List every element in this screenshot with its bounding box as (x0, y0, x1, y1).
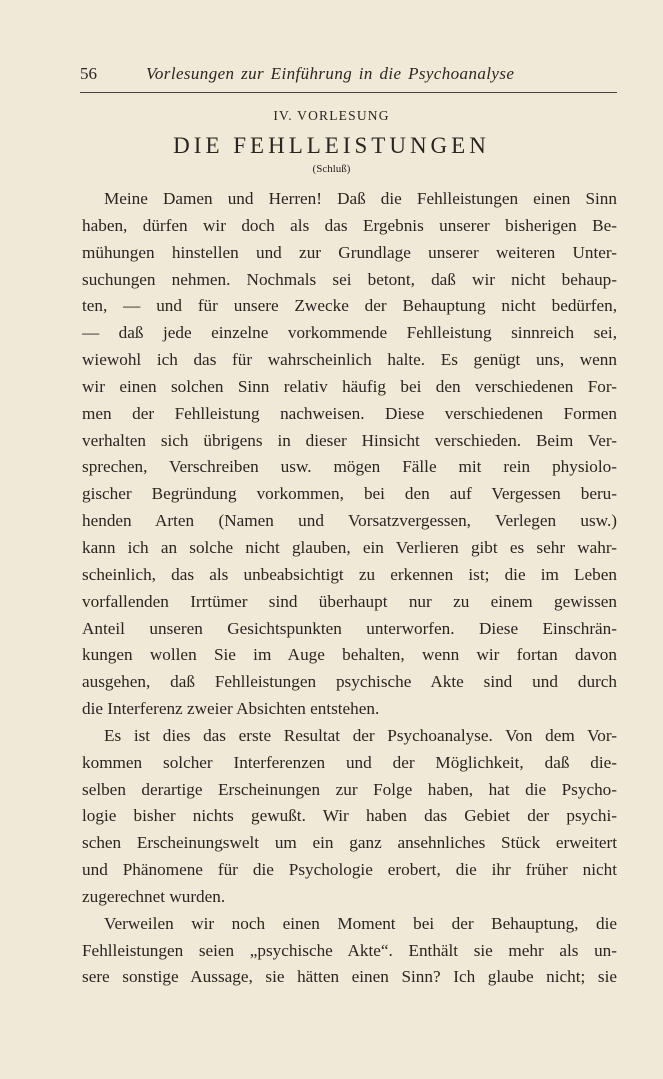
text-line: gischer Begründung vorkommen, bei den auf Vergessen beru- (82, 484, 617, 504)
text-line: kann ich an solche nicht glauben, ein Verlieren gibt es sehr wahr- (82, 537, 617, 557)
chapter-title: DIE FEHLLEISTUNGEN (173, 133, 490, 158)
text-line: ten, — und für unsere Zwecke der Behauptung nicht bedürfen, (82, 296, 617, 316)
text-line: sere sonstige Aussage, sie hätten einen Sinn? Ich glaube nicht; sie (82, 967, 617, 987)
text-line: Meine Damen und Herren! Daß die Fehlleistungen einen Sinn (104, 189, 617, 208)
text-line: ausgehen, daß Fehlleistungen psychische Akte sind und durch (82, 672, 617, 692)
text-line: wiewohl ich das für wahrscheinlich halte. Es genügt uns, wenn (82, 350, 617, 370)
text-line: die Interferenz zweier Absichten entstehen. (82, 699, 380, 719)
text-line: vorfallenden Irrtümer sind überhaupt nur zu einem gewissen (82, 591, 617, 611)
text-line: verhalten sich übrigens in dieser Hinsicht verschieden. Beim Ver- (82, 430, 617, 450)
text-line: und Phänomene für die Psychologie erobert, die ihr früher nicht (82, 860, 617, 880)
text-line: scheinlich, das als unbeabsichtigt zu erkennen ist; die im Leben (82, 564, 617, 584)
text-line: mühungen hinstellen und zur Grundlage unserer weiteren Unter- (82, 242, 617, 262)
text-line: haben, dürfen wir doch als das Ergebnis unserer bisherigen Be- (82, 215, 617, 235)
running-title: Vorlesungen zur Einführung in die Psychoanalyse (146, 64, 515, 83)
text-line: zugerechnet wurden. (82, 886, 226, 906)
text-line: henden Arten (Namen und Vorsatzvergessen, Verlegen usw.) (82, 511, 617, 531)
body-text (82, 186, 617, 991)
chapter-subtitle: (Schluß) (312, 163, 351, 175)
chapter-label: IV. VORLESUNG (273, 108, 390, 123)
text-line: schen Erscheinungswelt um ein ganz ansehnliches Stück erweitert (82, 833, 617, 853)
text-line: suchungen nehmen. Nochmals sei betont, daß wir nicht behaup- (82, 269, 617, 289)
header-rule (80, 92, 617, 93)
text-line: logie bisher nichts gewußt. Wir haben das Gebiet der psychi- (82, 806, 617, 826)
text-line: kommen solcher Interferenzen und der Möglichkeit, daß die- (82, 752, 617, 772)
text-line: kungen wollen Sie im Auge behalten, wenn wir fortan davon (82, 645, 617, 665)
text-line: Fehlleistungen seien „psychische Akte“. Enthält sie mehr als un- (82, 940, 617, 960)
text-line: Verweilen wir noch einen Moment bei der Behauptung, die (104, 913, 617, 933)
text-line: men der Fehlleistung nachweisen. Diese verschiedenen Formen (82, 403, 617, 423)
page-number: 56 (80, 64, 97, 83)
text-line: Anteil unseren Gesichtspunkten unterworfen. Diese Einschrän- (82, 618, 617, 638)
text-line: Es ist dies das erste Resultat der Psychoanalyse. Von dem Vor- (104, 725, 617, 745)
page-header (80, 64, 617, 86)
text-line: wir einen solchen Sinn relativ häufig bei den verschiedenen For- (82, 376, 617, 396)
text-line: selben derartige Erscheinungen zur Folge haben, hat die Psycho- (82, 779, 617, 799)
text-line: — daß jede einzelne vorkommende Fehlleistung sinnreich sei, (82, 323, 617, 343)
text-line: sprechen, Verschreiben usw. mögen Fälle mit rein physiolo- (82, 457, 617, 477)
